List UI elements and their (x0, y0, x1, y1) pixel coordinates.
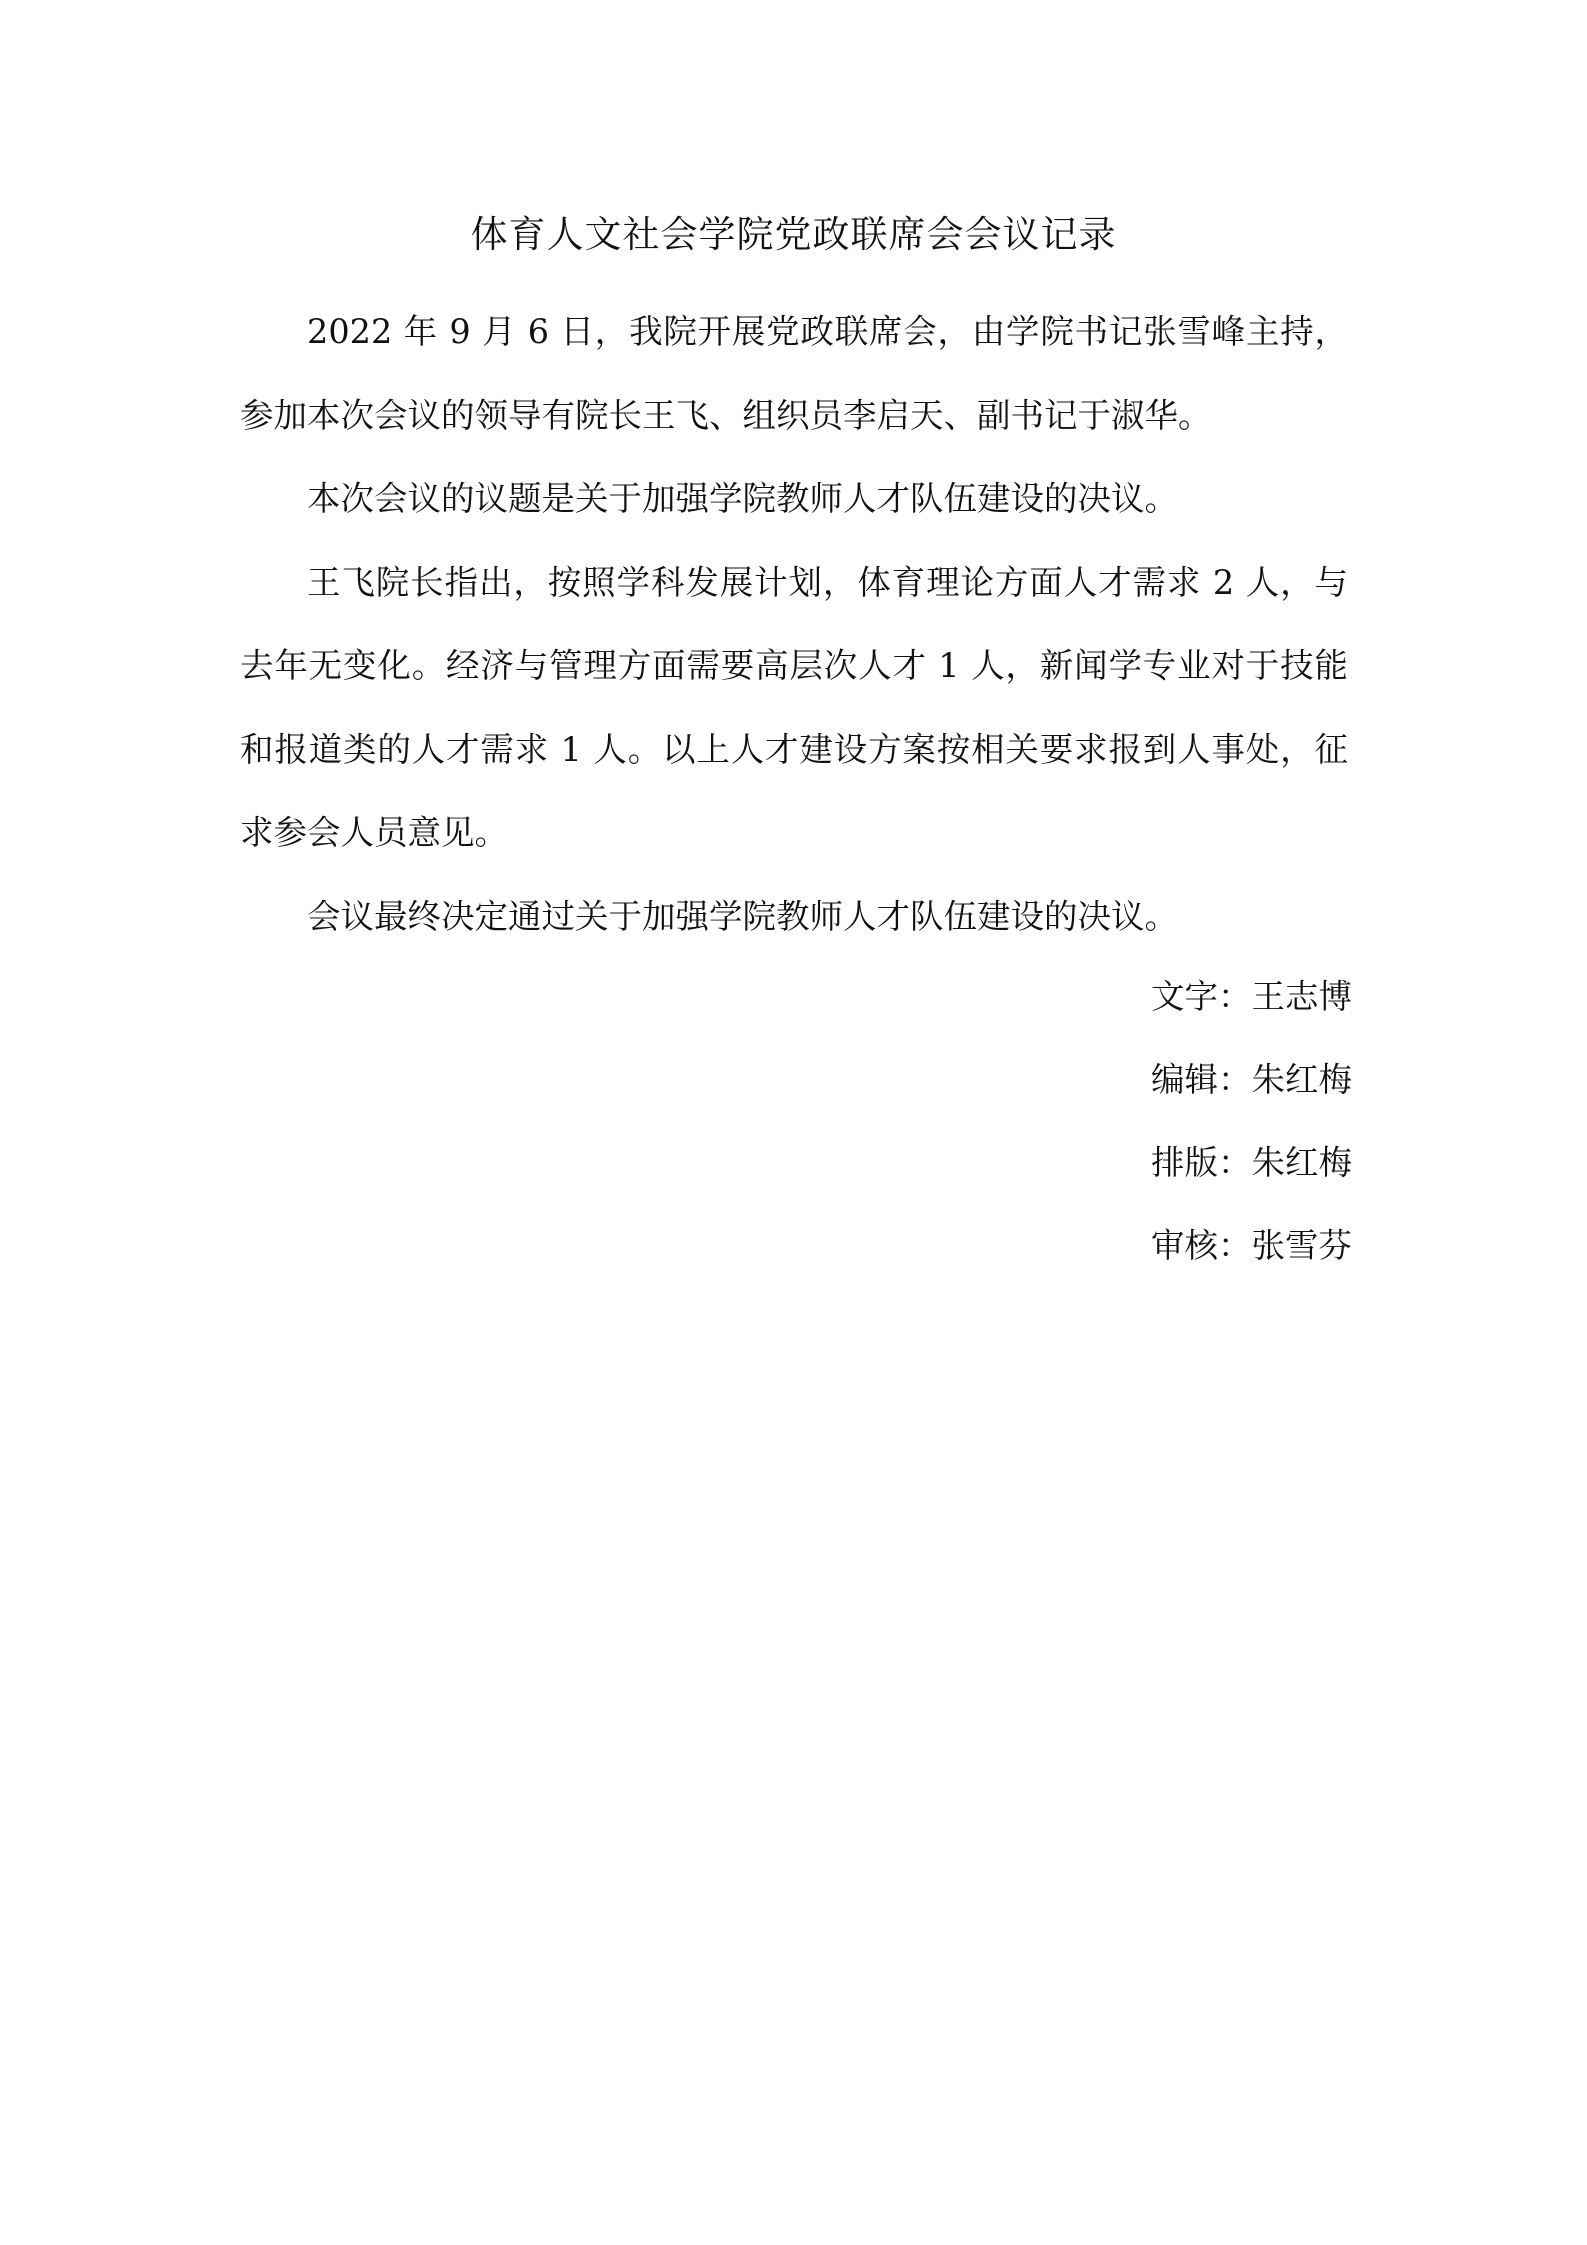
document-body (240, 290, 1348, 958)
paragraph-agenda: 本次会议的议题是关于加强学院教师人才队伍建设的决议。 (307, 479, 1178, 518)
paragraph-discussion: 王飞院长指出，按照学科发展计划，体育理论方面人才需求 2 人，与去年无变化。经济与管理方面需要高层次人才 1 人，新闻学专业对于技能和报道类的人才需求 1 人。以上人才建设方案按相关要求报到人事处，征求参会人员意见。 (240, 562, 1348, 852)
credits-block (1151, 955, 1352, 1287)
paragraph-decision: 会议最终决定通过关于加强学院教师人才队伍建设的决议。 (307, 896, 1178, 936)
credit-editor: 编辑：朱红梅 (1151, 1060, 1352, 1099)
paragraph-meeting-info: 2022 年 9 月 6 日，我院开展党政联席会，由学院书记张雪峰主持，参加本次会议的领导有院长王飞、组织员李启天、副书记于淑华。 (240, 312, 1348, 435)
credit-writer: 文字：王志博 (1151, 977, 1352, 1016)
credit-reviewer: 审核：张雪芬 (1151, 1226, 1352, 1265)
credit-layout: 排版：朱红梅 (1151, 1143, 1352, 1182)
document-title: 体育人文社会学院党政联席会会议记录 (470, 213, 1117, 256)
